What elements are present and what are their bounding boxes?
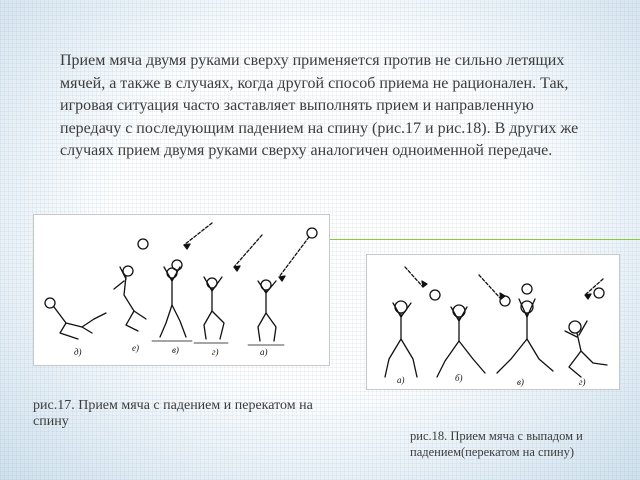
figure-label: а): [260, 347, 268, 357]
ball: [430, 290, 440, 300]
figure-label: г): [579, 377, 586, 387]
figure-18-image: [366, 254, 620, 390]
figure-label: в): [517, 377, 524, 387]
figure-17-caption: рис.17. Прием мяча с падением и перекатом на спину: [33, 398, 313, 429]
figure-label: е): [132, 343, 139, 353]
player-figure: [114, 266, 146, 331]
figure-label: д): [74, 347, 82, 357]
figure-label: б): [455, 373, 463, 383]
player-figure: [385, 301, 417, 377]
player-figure: [45, 298, 106, 339]
accent-divider: [330, 239, 640, 240]
ball: [307, 228, 317, 238]
body-text: Прием мяча двумя руками сверху применяется против не сильно летящих мячей, а также в случаях, когда другой способ приема не рационален. Так, игровая ситуация часто заставляет выполнять прием и направленную передачу с последующим падением на спину (рис.17 и рис.18). В других же случаях прием двумя руками сверху аналогичен одноименной передаче.: [60, 52, 579, 159]
figure-label: а): [397, 375, 405, 385]
figure-label: г): [212, 347, 219, 357]
ball: [500, 296, 510, 306]
player-figure: [204, 277, 224, 339]
player-figure: [437, 305, 485, 377]
ball: [138, 239, 148, 249]
figure-17-image: [33, 214, 330, 366]
trajectory-arrows: [184, 223, 309, 277]
player-figure: [160, 267, 186, 337]
player-figure: [565, 321, 607, 377]
figure-18-caption: рис.18. Прием мяча с выпадом и падением(перекатом на спину): [410, 429, 583, 459]
figure-label: в): [172, 345, 179, 355]
ball: [594, 288, 604, 298]
player-figure: [497, 299, 553, 373]
player-figure: [258, 280, 276, 341]
ball: [522, 284, 532, 294]
